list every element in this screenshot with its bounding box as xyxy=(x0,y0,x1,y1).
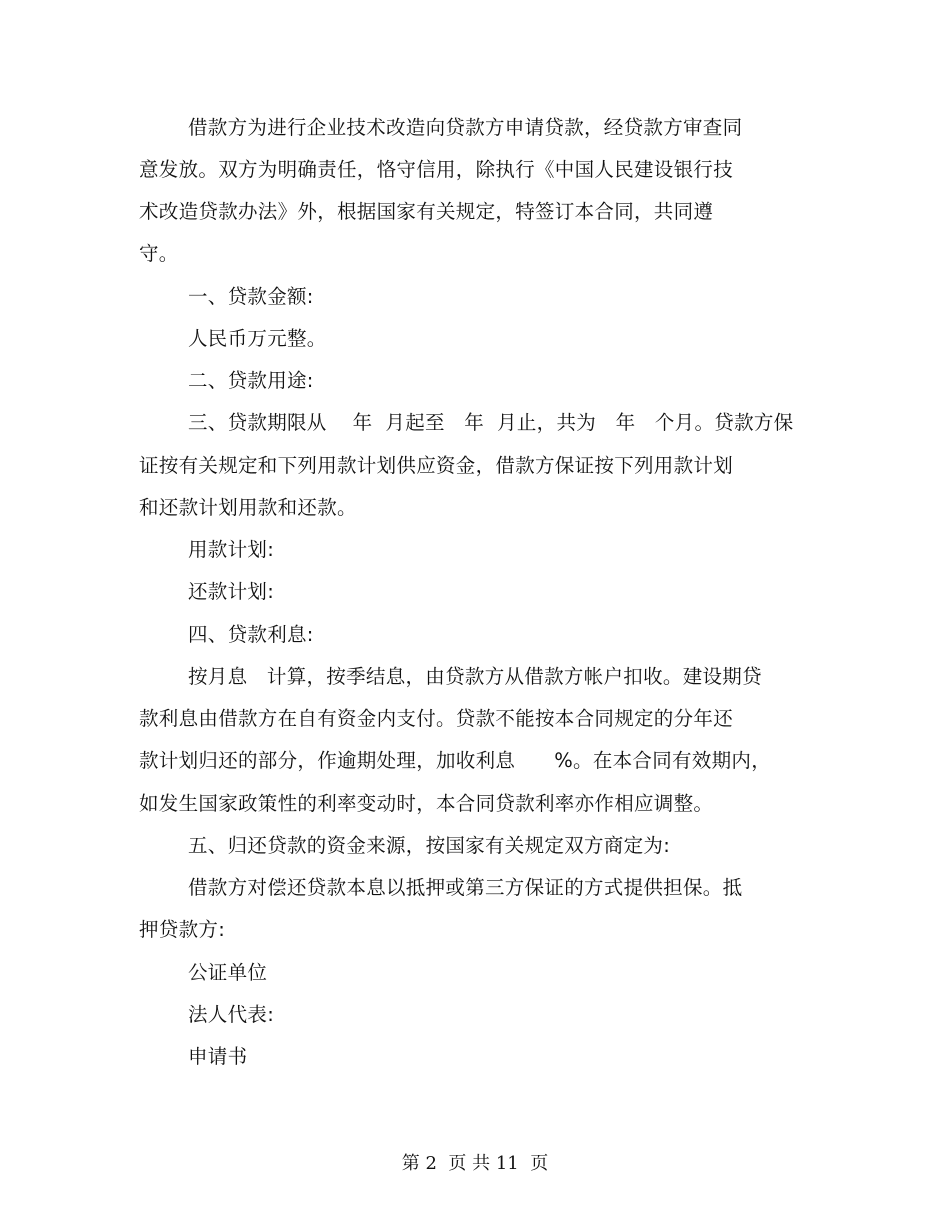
paragraph-line: 和还款计划用款和还款。 xyxy=(139,496,357,519)
paragraph-line: 如发生国家政策性的利率变动时，本合同贷款利率亦作相应调整。 xyxy=(139,792,714,815)
paragraph-line: 证按有关规定和下列用款计划供应资金，借款方保证按下列用款计划 xyxy=(139,454,734,477)
section-heading: 四、贷款利息: xyxy=(188,623,314,646)
page-number-footer: 第 2 页 共 11 页 xyxy=(401,1153,549,1174)
paragraph-line: 三、贷款期限从 年 月起至 年 月止，共为 年 个月。贷款方保 xyxy=(188,411,794,434)
paragraph-line: 术改造贷款办法》外，根据国家有关规定，特签订本合同，共同遵 xyxy=(139,200,714,223)
paragraph-line: 押贷款方: xyxy=(139,918,226,941)
paragraph-line: 还款计划: xyxy=(188,580,275,603)
section-heading: 一、贷款金额: xyxy=(188,285,314,308)
paragraph-line: 法人代表: xyxy=(188,1003,275,1026)
paragraph-line: 意发放。双方为明确责任，恪守信用，除执行《中国人民建设银行技 xyxy=(139,158,734,181)
section-heading: 二、贷款用途: xyxy=(188,369,314,392)
paragraph-line: 公证单位 xyxy=(188,961,268,984)
paragraph-line: 按月息 计算，按季结息，由贷款方从借款方帐户扣收。建设期贷 xyxy=(188,665,762,688)
paragraph-line: 守。 xyxy=(139,242,179,265)
paragraph-line: 款利息由借款方在自有资金内支付。贷款不能按本合同规定的分年还 xyxy=(139,707,734,730)
paragraph-line: 借款方为进行企业技术改造向贷款方申请贷款，经贷款方审查同 xyxy=(188,116,743,139)
paragraph-line: 款计划归还的部分，作逾期处理，加收利息 %。在本合同有效期内， xyxy=(139,749,772,772)
paragraph-line: 人民币万元整。 xyxy=(188,327,327,350)
paragraph-line: 用款计划: xyxy=(188,538,275,561)
section-heading: 五、归还贷款的资金来源，按国家有关规定双方商定为: xyxy=(188,834,671,857)
paragraph-line: 借款方对偿还贷款本息以抵押或第三方保证的方式提供担保。抵 xyxy=(188,876,743,899)
paragraph-line: 申请书 xyxy=(188,1045,248,1068)
